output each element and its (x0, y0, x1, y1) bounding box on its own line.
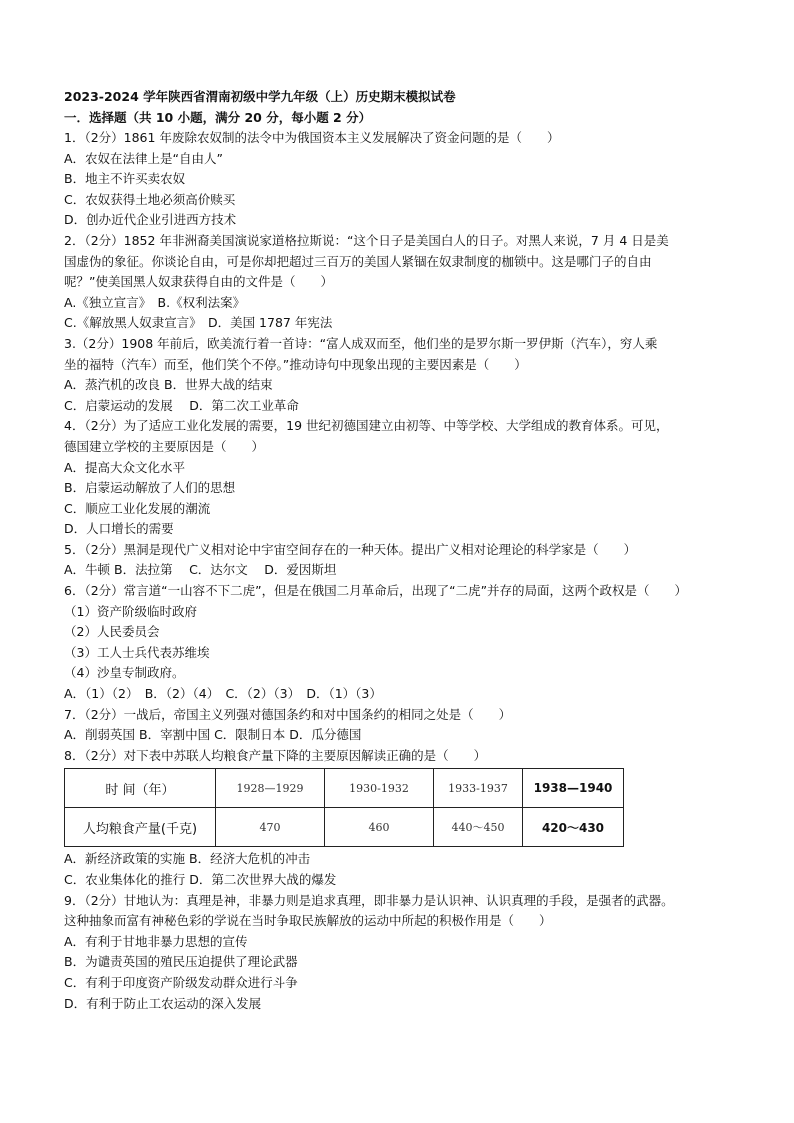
option-a: A．提高大众文化水平 (64, 459, 186, 475)
question-stem: 1．（2分）1861 年废除农奴制的法令中为俄国资本主义发展解决了资金问题的是（ ） (64, 130, 560, 145)
question-5 (64, 540, 744, 581)
option-b: B．为谴责英国的殖民压迫提供了理论武器 (64, 954, 298, 970)
section-heading: 一．选择题（共 10 小题，满分 20 分，每小题 2 分） (64, 110, 372, 125)
question-3 (64, 334, 744, 416)
question-stem: 5．（2分）黑洞是现代广义相对论中宇宙空间存在的一种天体。提出广义相对论理论的科学家是（ ） (64, 541, 637, 557)
list-item: （1）资产阶级临时政府 (64, 603, 197, 619)
question-stem: 8．（2分）对下表中苏联人均粮食产量下降的主要原因解读正确的是（ ） (64, 747, 487, 763)
options-row: A．牛顿 B．法拉第 C．达尔文 D．爱因斯坦 (64, 562, 337, 578)
grain-output-table (64, 768, 624, 847)
option-d: D．人口增长的需要 (64, 521, 174, 537)
question-stem: 坐的福特（汽车）而至，他们笑个不停。”推动诗句中现象出现的主要因素是（ ） (64, 356, 527, 372)
options-row: A.《独立宣言》 B.《权利法案》 (64, 294, 246, 310)
table-row (65, 808, 624, 847)
options-row: A．新经济政策的实施 B．经济大危机的冲击 (64, 851, 311, 867)
table-cell: 440～450 (434, 808, 523, 847)
options-row: A．削弱英国 B．宰割中国 C．限制日本 D．瓜分德国 (64, 727, 362, 743)
table-header-cell: 1933-1937 (434, 769, 523, 808)
exam-page (64, 88, 744, 1014)
question-6 (64, 581, 744, 705)
list-item: （3）工人士兵代表苏维埃 (64, 644, 210, 660)
option-b: B．启蒙运动解放了人们的思想 (64, 480, 236, 496)
option-d: D．有利于防止工农运动的深入发展 (64, 995, 262, 1011)
question-stem: 德国建立学校的主要原因是（ ） (64, 438, 265, 454)
question-8 (64, 746, 744, 891)
options-row: C．农业集体化的推行 D．第二次世界大战的爆发 (64, 872, 337, 887)
option-c: C．农奴获得土地必须高价赎买 (64, 191, 236, 207)
options-row: A．（1）（2） B．（2）（4） C．（2）（3） D．（1）（3） (64, 686, 382, 702)
table-cell: 人均粮食产量(千克) (65, 808, 216, 847)
table-header-cell: 1928—1929 (216, 769, 325, 808)
list-item: （4）沙皇专制政府。 (64, 665, 185, 681)
question-4 (64, 416, 744, 540)
table-cell: 460 (325, 808, 434, 847)
option-c: C．顺应工业化发展的潮流 (64, 500, 211, 516)
option-a: A．有利于甘地非暴力思想的宣传 (64, 933, 248, 949)
question-stem: 2．（2分）1852 年非洲裔美国演说家道格拉斯说：“这个日子是美国白人的日子。对黑人来说，7 月 4 日是美 (64, 232, 669, 248)
question-9 (64, 891, 744, 1015)
option-c: C．有利于印度资产阶级发动群众进行斗争 (64, 974, 298, 990)
question-stem: 3.（2分）1908 年前后，欧美流行着一首诗：“富人成双而至，他们坐的是罗尔斯一罗伊斯（汽车），穷人乘 (64, 335, 658, 351)
options-row: C.《解放黑人奴隶宣言》 D．美国 1787 年宪法 (64, 315, 333, 331)
table-cell: 470 (216, 808, 325, 847)
question-stem: 这种抽象而富有神秘色彩的学说在当时争取民族解放的运动中所起的积极作用是（ ） (64, 913, 552, 929)
option-a: A．农奴在法律上是“自由人” (64, 150, 224, 166)
option-b: B．地主不许买卖农奴 (64, 171, 186, 187)
question-7 (64, 705, 744, 746)
table-header-cell: 1930-1932 (325, 769, 434, 808)
options-row: A．蒸汽机的改良 B．世界大战的结束 (64, 377, 273, 393)
option-d: D．创办近代企业引进西方技术 (64, 212, 237, 228)
question-stem: 7．（2分）一战后，帝国主义列强对德国条约和对中国条约的相同之处是（ ） (64, 706, 512, 722)
question-stem: 9．（2分）甘地认为：真理是神，非暴力则是追求真理，即非暴力是认识神、认识真理的手段，是强者的武器。 (64, 892, 674, 908)
question-stem: 4．（2分）为了适应工业化发展的需要，19 世纪初德国建立由初等、中等学校、大学组成的教育体系。可见， (64, 418, 669, 434)
options-row: C．启蒙运动的发展 D．第二次工业革命 (64, 397, 299, 413)
question-stem: 国虚伪的象征。你谈论自由，可是你却把超过三百万的美国人紧锢在奴隶制度的枷锁中。这是哪门子的自由 (64, 253, 652, 269)
question-stem: 6．（2分）常言道“一山容不下二虎”，但是在俄国二月革命后，出现了“二虎”并存的局面，这两个政权是（ ） (64, 583, 688, 599)
table-header-cell: 1938—1940 (523, 769, 624, 808)
question-1 (64, 128, 744, 231)
list-item: （2）人民委员会 (64, 624, 160, 640)
question-stem: 呢？”使美国黑人奴隶获得自由的文件是（ ） (64, 274, 333, 290)
table-cell: 420～430 (523, 808, 624, 847)
question-2 (64, 231, 744, 334)
table-header-cell: 时 间（年） (65, 769, 216, 808)
table-row (65, 769, 624, 808)
exam-title: 2023-2024 学年陕西省渭南初级中学九年级（上）历史期末模拟试卷 (64, 89, 456, 104)
